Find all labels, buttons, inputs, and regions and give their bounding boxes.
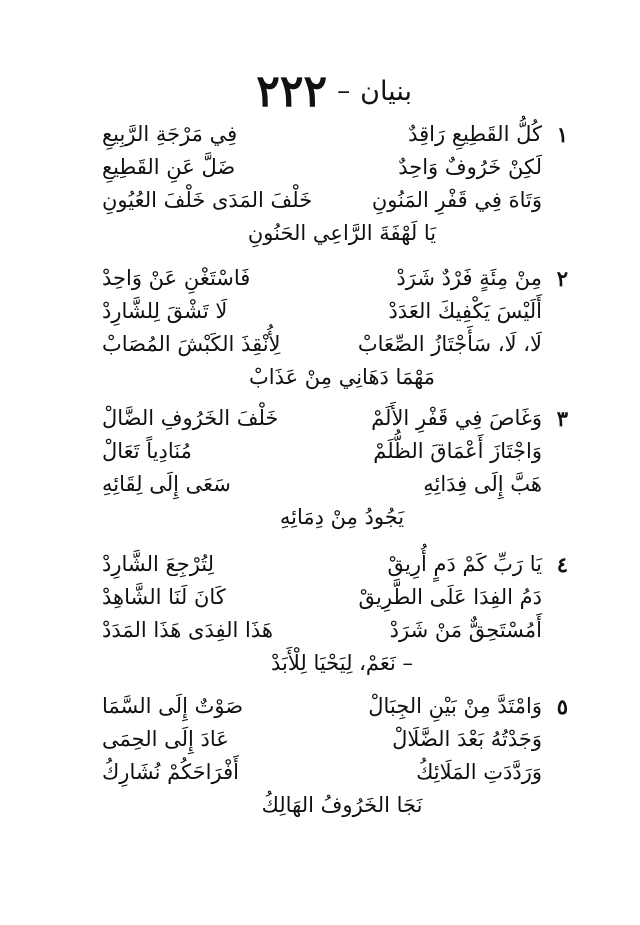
title-separator: –	[337, 76, 351, 106]
stanza-5	[102, 690, 568, 822]
refrain-line: يَجُودُ مِنْ دِمَائِهِ	[279, 505, 405, 529]
verse-second-half: فَاسْتَغْنِ عَنْ وَاحِدْ	[102, 266, 251, 290]
verse-line	[102, 328, 542, 361]
verse-second-half: خَلْفَ المَدَى خَلْفَ العُيُونِ	[102, 188, 313, 212]
verse-first-half: وَجَدْتُهُ بَعْدَ الضَّلَالْ	[392, 727, 542, 751]
verse-first-half: لَكِنْ خَرُوفٌ وَاحِدٌ	[398, 155, 542, 179]
verse-line	[102, 468, 542, 501]
verse-first-half: كُلُّ القَطِيعِ رَاقِدٌ	[408, 122, 542, 146]
stanza-number: ٤	[556, 552, 568, 577]
verse-line	[102, 435, 542, 468]
verse-second-half: سَعَى إِلَى لِقَائِهِ	[102, 472, 231, 496]
verse-second-half: صَوْتٌ إِلَى السَّمَا	[102, 694, 244, 718]
refrain-line: مَهْمَا دَهَانِي مِنْ عَذَابْ	[248, 365, 436, 389]
verse-first-half: وَاجْتَازَ أَعْمَاقَ الظُّلَمْ	[373, 439, 542, 463]
stanza-4	[102, 548, 568, 680]
verse-first-half: وَامْتَدَّ مِنْ بَيْنِ الجِبَالْ	[368, 694, 542, 718]
verse-line	[102, 548, 568, 581]
stanza-1	[102, 118, 568, 250]
verse-second-half: فِي مَرْجَةِ الرَّبِيعِ	[102, 122, 238, 146]
verse-first-half: لَا، لَا، سَأَجْتَازُ الصِّعَابْ	[357, 332, 542, 356]
verse-second-half: لِأُنْقِذَ الكَبْشَ المُصَابْ	[102, 332, 281, 356]
verse-line	[102, 118, 568, 151]
stanza-3	[102, 402, 568, 534]
refrain-line: يَا لَهْفَةَ الرَّاعِي الحَنُونِ	[247, 221, 437, 245]
verse-line	[102, 402, 568, 435]
verse-second-half: لَا تَشْقَ لِلشَّارِدْ	[102, 299, 228, 323]
verse-first-half: يَا رَبِّ كَمْ دَمٍ أُرِيقْ	[387, 552, 542, 576]
verse-line	[102, 581, 542, 614]
verse-line	[102, 614, 542, 647]
stanza-number: ١	[556, 122, 568, 147]
verse-line	[102, 151, 542, 184]
verse-second-half: خَلْفَ الخَرُوفِ الضَّالْ	[102, 406, 279, 430]
refrain-line: نَجَا الخَرُوفُ الهَالِكُ	[261, 793, 423, 817]
stanza-number: ٣	[556, 406, 568, 431]
stanza-number: ٥	[556, 694, 568, 719]
verse-line	[102, 756, 542, 789]
verse-second-half: مُنَادِياً تَعَالْ	[102, 439, 192, 463]
verse-line	[102, 690, 568, 723]
verse-first-half: أَلَيْسَ يَكْفِيكَ العَدَدْ	[388, 299, 542, 323]
verse-second-half: عَادَ إِلَى الحِمَى	[102, 727, 229, 751]
verse-first-half: أَمُسْتَحِقٌّ مَنْ شَرَدْ	[389, 618, 542, 642]
verse-first-half: وَتَاهَ فِي قَفْرِ المَنُونِ	[371, 188, 542, 212]
verse-second-half: لِتُرْجِعَ الشَّارِدْ	[102, 552, 215, 576]
stanza-number: ٢	[556, 266, 568, 291]
page-header	[222, 66, 412, 116]
refrain-line: – نَعَمْ، لِيَحْيَا لِلْأَبَدْ	[270, 651, 414, 675]
verse-second-half: كَانَ لَنَا الشَّاهِدْ	[102, 585, 226, 609]
verse-line	[102, 262, 568, 295]
verse-first-half: هَبَّ إِلَى فِدَائِهِ	[423, 472, 542, 496]
stanza-2	[102, 262, 568, 394]
verse-second-half: أَفْرَاحَكُمْ نُشَارِكُ	[102, 760, 239, 784]
verse-second-half: هَذَا الفِدَى هَذَا المَدَدْ	[102, 618, 273, 642]
verse-line	[102, 184, 542, 217]
verse-line	[102, 723, 542, 756]
hymn-number: ٢٢٢	[256, 65, 328, 117]
verse-line	[102, 295, 542, 328]
verse-first-half: وَغَاصَ فِي قَفْرِ الأَلَمْ	[371, 406, 542, 430]
hymn-title: بنيان	[360, 75, 412, 107]
verse-first-half: وَرَدَّدَتِ المَلَائِكُ	[416, 760, 542, 784]
verse-first-half: دَمُ الفِدَا عَلَى الطَّرِيقْ	[358, 585, 542, 609]
verse-second-half: ضَلَّ عَنِ القَطِيعِ	[102, 155, 236, 179]
verse-first-half: مِنْ مِئَةٍ فَرْدٌ شَرَدْ	[396, 266, 542, 290]
